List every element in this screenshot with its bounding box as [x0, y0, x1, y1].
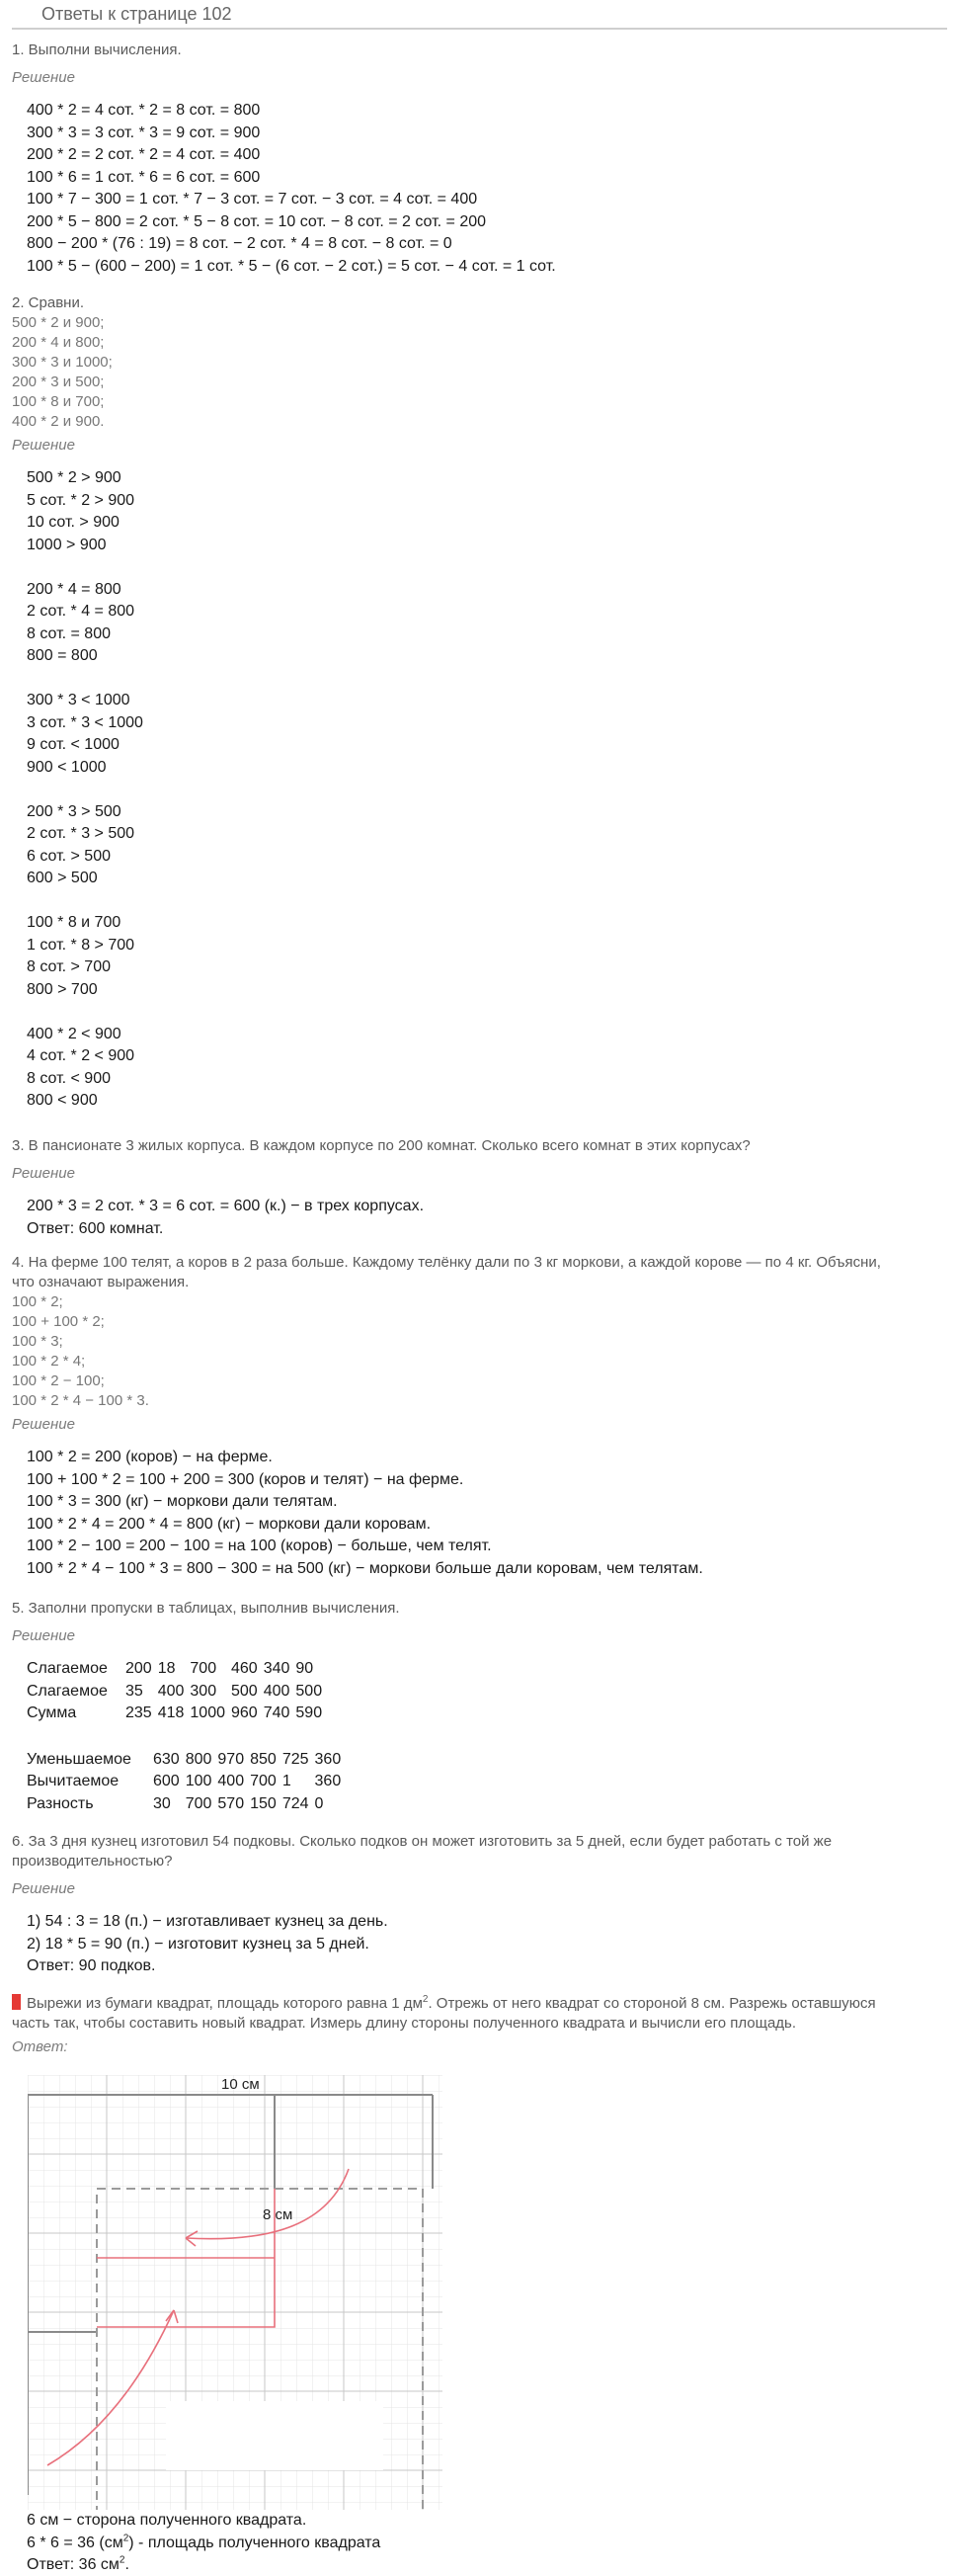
row-label: Разность: [27, 1794, 94, 1812]
table-cell: 970: [217, 1750, 245, 1768]
solution-line: 200 * 4 = 800: [27, 580, 121, 598]
table-row: [27, 1793, 347, 1816]
table-cell: 1000: [190, 1704, 225, 1722]
square-cutting-diagram: [28, 2075, 442, 2510]
inner-side-label: 8 см: [263, 2206, 293, 2223]
solution-line: Ответ: 90 подков.: [27, 1957, 156, 1974]
task-7-question: Вырежи из бумаги квадрат, площадь которого равна 1 $дм^2$. Отрежь от него квадрат со стороной 8 см. Разрежь оставшуюся: [12, 1994, 947, 2014]
table-cell: 500: [295, 1682, 323, 1700]
task-4-given: [12, 1292, 947, 1411]
task-7: [12, 1994, 947, 2057]
table-row: [27, 1703, 328, 1725]
solution-line: 100 * 3 = 300 (кг) − моркови дали телятам.: [27, 1493, 338, 1510]
solution-line: 8 сот. > 700: [27, 958, 111, 975]
table-cell: 740: [263, 1704, 290, 1722]
table-cell: 360: [314, 1750, 342, 1768]
table-cell: 400: [157, 1682, 185, 1700]
table-cell: 35: [125, 1682, 143, 1700]
table-cell: 724: [281, 1794, 309, 1812]
page-header: [12, 0, 947, 30]
task-2: [12, 293, 947, 1113]
task-1-question: 1. Выполни вычисления.: [12, 42, 182, 58]
table-cell: 630: [153, 1750, 180, 1768]
given-line: 100 * 2 − 100;: [12, 1372, 105, 1389]
solution-line: 100 * 2 − 100 = 200 − 100 = на 100 (коров) − больше, чем телят.: [27, 1537, 492, 1554]
solution-line: 800 = 800: [27, 647, 98, 664]
task-2-question: 2. Сравни.: [12, 294, 84, 311]
solution-line: 4 сот. * 2 < 900: [27, 1047, 135, 1064]
task-6: [12, 1832, 947, 1978]
solution-line: 100 * 6 = 1 сот. * 6 = 6 сот. = 600: [27, 168, 261, 186]
table-cell: 400: [263, 1682, 290, 1700]
solution-line: 100 * 8 и 700: [27, 914, 121, 931]
solution-line: 2) 18 * 5 = 90 (п.) − изготовит кузнец за 5 дней.: [27, 1935, 369, 1953]
solution-line: 3 сот. * 3 < 1000: [27, 713, 143, 731]
table-cell: 100: [185, 1773, 212, 1790]
task-1-solution: [27, 100, 947, 278]
table-row: [27, 1681, 328, 1703]
task-6-solution: [27, 1911, 947, 1978]
solution-line: 1 сот. * 8 > 700: [27, 936, 135, 954]
task-2-given: [12, 313, 947, 432]
solution-line: 800 > 700: [27, 980, 98, 998]
solution-line: 8 сот. = 800: [27, 624, 111, 642]
solution-label: Решение: [12, 1165, 75, 1182]
table-cell: 418: [157, 1704, 185, 1722]
solution-line: 100 * 7 − 300 = 1 сот. * 7 − 3 сот. = 7 сот. − 3 сот. = 4 сот. = 400: [27, 191, 478, 208]
table-cell: 600: [153, 1773, 180, 1790]
task-4-question-cont: что означают выражения.: [12, 1274, 190, 1290]
table-cell: 235: [125, 1704, 152, 1722]
task-marker: [12, 1994, 21, 2010]
solution-line: 900 < 1000: [27, 758, 107, 776]
table-row: [27, 1658, 328, 1681]
table-cell: 1: [281, 1773, 291, 1790]
solution-line: 100 * 2 * 4 − 100 * 3 = 800 − 300 = на 500 (кг) − моркови больше дали коровам, чем телятам.: [27, 1559, 703, 1577]
table-cell: 30: [153, 1794, 171, 1812]
row-label: Слагаемое: [27, 1660, 108, 1678]
table-cell: 500: [231, 1682, 258, 1700]
row-label: Слагаемое: [27, 1682, 108, 1700]
given-line: 100 + 100 * 2;: [12, 1313, 105, 1330]
given-line: 300 * 3 и 1000;: [12, 354, 113, 371]
solution-label: Решение: [12, 69, 75, 86]
addition-table: [27, 1658, 328, 1725]
task-7-question-cont: часть так, чтобы составить новый квадрат. Измерь длину стороны полученного квадрата и вычисли его площадь.: [12, 2015, 797, 2032]
table-cell: 90: [295, 1660, 314, 1678]
row-label: Вычитаемое: [27, 1773, 120, 1790]
given-line: 100 * 8 и 700;: [12, 393, 105, 410]
given-line: 100 * 3;: [12, 1333, 63, 1350]
solution-line: 200 * 5 − 800 = 2 сот. * 5 − 8 сот. = 10 сот. − 8 сот. = 2 сот. = 200: [27, 212, 487, 230]
solution-line: 400 * 2 < 900: [27, 1025, 121, 1042]
table-cell: 460: [231, 1660, 258, 1678]
solution-line: 6 сот. > 500: [27, 847, 111, 865]
solution-line: 9 сот. < 1000: [27, 736, 120, 753]
task-4-solution: [27, 1447, 947, 1580]
task-4: [12, 1253, 947, 1580]
given-line: 200 * 3 и 500;: [12, 374, 105, 390]
table-row: [27, 1771, 347, 1793]
solution-line: 200 * 3 > 500: [27, 802, 121, 820]
table-cell: 400: [217, 1773, 245, 1790]
task-3-solution: [27, 1196, 947, 1240]
subtraction-table: [27, 1749, 347, 1816]
task-6-question-cont: производительностью?: [12, 1853, 173, 1870]
task-7-answer: [12, 2510, 947, 2576]
table-cell: 700: [250, 1773, 277, 1790]
solution-line: 100 + 100 * 2 = 100 + 200 = 300 (коров и телят) − на ферме.: [27, 1470, 464, 1488]
solution-line: 400 * 2 = 4 сот. * 2 = 8 сот. = 800: [27, 102, 261, 119]
task-2-solution: [27, 467, 947, 1113]
solution-label: Решение: [12, 1416, 75, 1433]
solution-line: 1) 54 : 3 = 18 (п.) − изготавливает кузнец за день.: [27, 1913, 388, 1930]
given-line: 100 * 2;: [12, 1293, 63, 1310]
table-cell: 960: [231, 1704, 258, 1722]
task-6-question: 6. За 3 дня кузнец изготовил 54 подковы. Сколько подков он может изготовить за 5 дней, если будет работать с той же: [12, 1833, 833, 1850]
task-4-question: 4. На ферме 100 телят, а коров в 2 раза больше. Каждому телёнку дали по 3 кг моркови, а каждой корове — по 4 кг. Объясни,: [12, 1254, 881, 1271]
task-5: [12, 1599, 947, 1815]
blank-area: [166, 2401, 383, 2470]
solution-line: 200 * 3 = 2 сот. * 3 = 6 сот. = 600 (к.) − в трех корпусах.: [27, 1198, 425, 1214]
solution-label: Решение: [12, 437, 75, 454]
row-label: Уменьшаемое: [27, 1750, 131, 1768]
answer-line: 6 * 6 = 36 $(см^2)$ - площадь полученного квадрата: [27, 2533, 381, 2551]
table-cell: 150: [250, 1794, 277, 1812]
given-line: 200 * 4 и 800;: [12, 334, 105, 351]
table-cell: 725: [281, 1750, 309, 1768]
solution-line: 10 сот. > 900: [27, 514, 120, 531]
solution-line: 300 * 3 = 3 сот. * 3 = 9 сот. = 900: [27, 124, 261, 141]
solution-line: 800 < 900: [27, 1092, 98, 1109]
table-row: [27, 1749, 347, 1772]
given-line: 100 * 2 * 4;: [12, 1353, 86, 1370]
row-label: Сумма: [27, 1704, 77, 1722]
solution-line: 800 − 200 * (76 : 19) = 8 сот. − 2 сот. * 4 = 8 сот. − 8 сот. = 0: [27, 235, 452, 252]
task-1: [12, 41, 947, 278]
table-cell: 700: [185, 1794, 212, 1812]
table-cell: 590: [295, 1704, 323, 1722]
table-cell: 300: [190, 1682, 217, 1700]
task-3: [12, 1136, 947, 1240]
solution-label: Решение: [12, 1627, 75, 1644]
solution-line: 5 сот. * 2 > 900: [27, 491, 135, 509]
table-cell: 360: [314, 1773, 342, 1790]
solution-line: 500 * 2 > 900: [27, 469, 121, 486]
table-cell: 18: [157, 1660, 176, 1678]
solution-line: 8 сот. < 900: [27, 1069, 111, 1087]
answer-line: Ответ: 36 $см^2$.: [27, 2554, 129, 2573]
outer-side-label: 10 см: [221, 2076, 260, 2093]
table-cell: 700: [190, 1660, 217, 1678]
page-title: Ответы к странице 102: [41, 4, 232, 24]
table-cell: 570: [217, 1794, 245, 1812]
solution-line: 100 * 2 * 4 = 200 * 4 = 800 (кг) − моркови дали коровам.: [27, 1515, 432, 1533]
solution-line: 100 * 2 = 200 (коров) − на ферме.: [27, 1449, 273, 1465]
given-line: 500 * 2 и 900;: [12, 314, 105, 331]
solution-line: 200 * 2 = 2 сот. * 2 = 4 сот. = 400: [27, 146, 261, 163]
solution-line: 300 * 3 < 1000: [27, 692, 130, 708]
given-line: 100 * 2 * 4 − 100 * 3.: [12, 1392, 149, 1409]
table-cell: 850: [250, 1750, 277, 1768]
table-cell: 200: [125, 1660, 152, 1678]
solution-line: 2 сот. * 3 > 500: [27, 825, 135, 842]
solution-line: 600 > 500: [27, 870, 98, 886]
solution-line: 2 сот. * 4 = 800: [27, 603, 135, 620]
solution-label: Решение: [12, 1880, 75, 1897]
answer-label: Ответ:: [12, 2038, 68, 2055]
table-cell: 0: [314, 1794, 324, 1812]
solution-line: 100 * 5 − (600 − 200) = 1 сот. * 5 − (6 сот. − 2 сот.) = 5 сот. − 4 сот. = 1 сот.: [27, 257, 556, 275]
solution-line: Ответ: 600 комнат.: [27, 1219, 164, 1237]
task-3-question: 3. В пансионате 3 жилых корпуса. В каждом корпусе по 200 комнат. Сколько всего комнат в этих корпусах?: [12, 1137, 751, 1154]
given-line: 400 * 2 и 900.: [12, 413, 105, 430]
table-cell: 800: [185, 1750, 212, 1768]
solution-line: 1000 > 900: [27, 536, 107, 553]
task-5-question: 5. Заполни пропуски в таблицах, выполнив вычисления.: [12, 1600, 400, 1617]
table-cell: 340: [263, 1660, 290, 1678]
answer-line: 6 см − сторона полученного квадрата.: [27, 2512, 307, 2529]
